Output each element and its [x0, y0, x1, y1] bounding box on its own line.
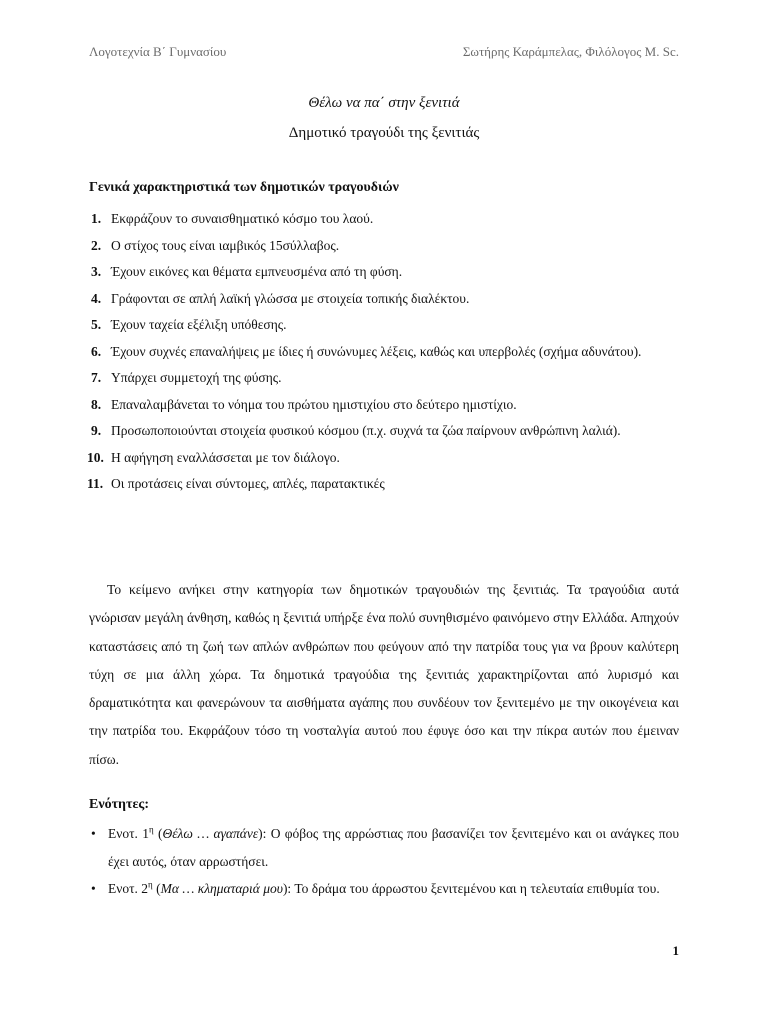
item-number: 5.	[91, 317, 102, 332]
unit-open: (	[153, 826, 163, 841]
item-number: 7.	[91, 370, 102, 385]
units-list	[89, 820, 679, 903]
list-item	[89, 286, 679, 313]
item-text: Προσωποποιούνται στοιχεία φυσικού κόσμου (π.χ. συχνά τα ζώα παίρνουν ανθρώπινη λαλιά).	[111, 423, 621, 438]
item-text: Έχουν ταχεία εξέλιξη υπόθεσης.	[111, 317, 287, 332]
item-number: 9.	[91, 423, 102, 438]
unit-description: ): Το δράμα του άρρωστου ξενιτεμένου και η τελευταία επιθυμία του.	[282, 881, 660, 896]
list-item	[89, 259, 679, 286]
item-number: 11.	[87, 476, 104, 491]
unit-prefix: Ενοτ. 1	[108, 826, 149, 841]
list-item	[89, 875, 679, 903]
features-heading: Γενικά χαρακτηριστικά των δημοτικών τραγουδιών	[89, 180, 399, 195]
list-item	[89, 206, 679, 233]
item-text: Εκφράζουν το συναισθηματικό κόσμο του λαού.	[111, 211, 374, 226]
intro-paragraph: Το κείμενο ανήκει στην κατηγορία των δημοτικών τραγουδιών της ξενιτιάς. Τα τραγούδια αυτά γνώρισαν μεγάλη άνθηση, καθώς η ξενιτιά υπήρξε ένα πολύ συνηθισμένο φαινόμενο στην Ελλάδα. Απηχούν καταστάσεις από τη ζωή των απλών ανθρώπων που φεύγουν από την πατρίδα τους για να βρουν καλύτερη τύχη σε μια άλλη χώρα. Τα δημοτικά τραγούδια της ξενιτιάς χαρακτηρίζονται από λυρισμό και δραματικότητα και φανερώνουν τα αισθήματα αγάπης που συνδέουν τον ξενιτεμένο με την οικογένεια και την πατρίδα του. Εκφράζουν τόσο τη νοσταλγία αυτού που έφυγε όσο και την πίκρα αυτών που έμειναν πίσω.	[89, 582, 679, 767]
list-item	[89, 471, 679, 498]
list-item	[89, 392, 679, 419]
item-number: 10.	[87, 449, 104, 465]
unit-open: (	[152, 881, 161, 896]
list-item	[89, 312, 679, 339]
document-title: Θέλω να πα΄ στην ξενιτιά	[308, 95, 460, 111]
item-text: Έχουν εικόνες και θέματα εμπνευσμένα από τη φύση.	[111, 264, 403, 279]
item-number: 1.	[91, 211, 102, 226]
item-number: 4.	[91, 290, 102, 306]
unit-ordinal: η	[148, 879, 153, 890]
document-subtitle: Δημοτικό τραγούδι της ξενιτιάς	[288, 125, 480, 141]
bullet-icon: •	[91, 826, 96, 841]
item-number: 3.	[91, 264, 102, 279]
features-list	[89, 206, 679, 498]
list-item	[89, 365, 679, 392]
list-item	[89, 445, 679, 472]
unit-range: Μα … κληματαριά μου	[160, 881, 283, 896]
item-text: Ο στίχος τους είναι ιαμβικός 15σύλλαβος.	[111, 237, 340, 253]
bullet-icon: •	[91, 881, 96, 896]
list-item	[89, 233, 679, 260]
page-header	[89, 44, 679, 64]
header-author: Σωτήρης Καράμπελας, Φιλόλογος M. Sc.	[462, 44, 679, 59]
item-text: Υπάρχει συμμετοχή της φύσης.	[111, 370, 282, 385]
item-text: Επαναλαμβάνεται το νόημα του πρώτου ημιστιχίου στο δεύτερο ημιστίχιο.	[111, 396, 517, 412]
item-text: Έχουν συχνές επαναλήψεις με ίδιες ή συνώνυμες λέξεις, καθώς και υπερβολές (σχήμα αδυνάτου).	[111, 343, 642, 359]
list-item	[89, 339, 679, 366]
item-number: 2.	[91, 237, 102, 253]
header-course: Λογοτεχνία Β΄ Γυμνασίου	[89, 44, 227, 59]
item-text: Η αφήγηση εναλλάσσεται με τον διάλογο.	[111, 449, 340, 465]
list-item	[89, 418, 679, 445]
unit-description: ): Ο φόβος της αρρώστιας που βασανίζει τον ξενιτεμένο και οι ανάγκες που έχει αυτός, όταν αρρωστήσει.	[108, 826, 679, 869]
item-number: 8.	[91, 396, 102, 412]
item-text: Οι προτάσεις είναι σύντομες, απλές, παρατακτικές	[111, 476, 385, 491]
unit-ordinal: η	[148, 824, 154, 835]
unit-prefix: Ενοτ. 2	[108, 881, 149, 896]
item-number: 6.	[91, 343, 102, 359]
units-heading: Ενότητες:	[89, 797, 149, 812]
page-number: 1	[672, 943, 679, 958]
list-item	[89, 820, 679, 875]
unit-range: Θέλω … αγαπάνε	[162, 826, 259, 841]
item-text: Γράφονται σε απλή λαϊκή γλώσσα με στοιχεία τοπικής διαλέκτου.	[111, 290, 470, 306]
